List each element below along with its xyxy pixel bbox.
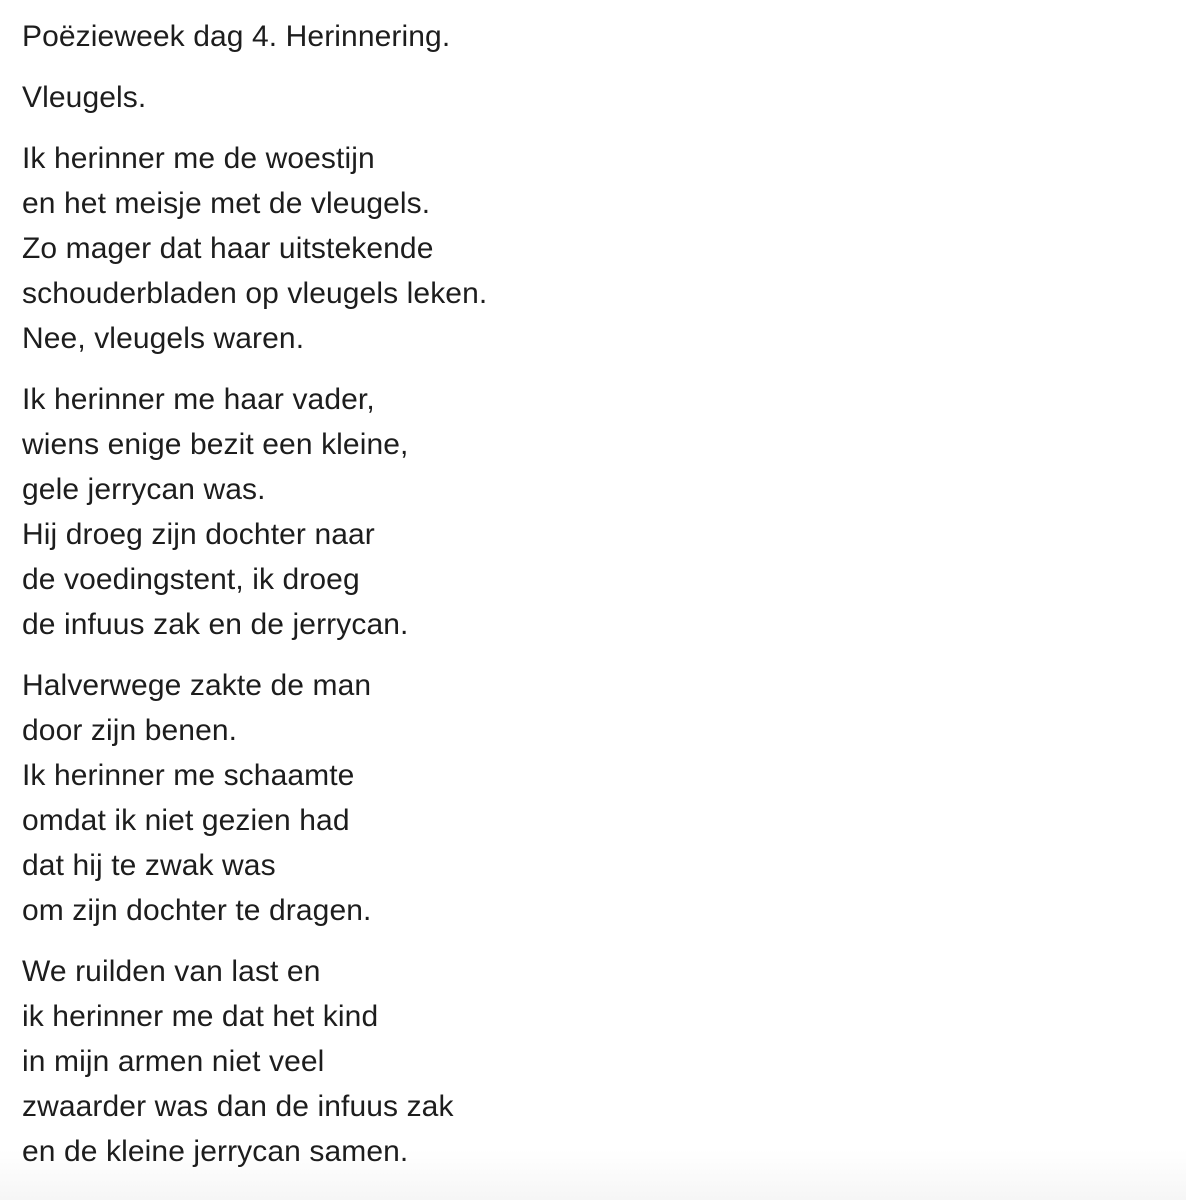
poem-line: Ik herinner me schaamte — [22, 759, 355, 792]
poem-line: Hij droeg zijn dochter naar — [22, 518, 375, 551]
poem-line: Zo mager dat haar uitstekende — [22, 232, 434, 265]
poem-title-text: Vleugels. — [22, 81, 147, 114]
post-title — [22, 14, 1162, 59]
poem-line: om zijn dochter te dragen. — [22, 894, 372, 927]
post-title-text: Poëzieweek dag 4. Herinnering. — [22, 20, 451, 53]
poem-line: omdat ik niet gezien had — [22, 804, 350, 837]
poem-line: de infuus zak en de jerrycan. — [22, 608, 409, 641]
poem-line: en het meisje met de vleugels. — [22, 187, 431, 220]
poem-line: zwaarder was dan de infuus zak — [22, 1090, 454, 1123]
post-body — [22, 14, 1162, 1190]
poem-line: in mijn armen niet veel — [22, 1045, 325, 1078]
stanza-3 — [22, 663, 1162, 933]
poem-line: dat hij te zwak was — [22, 849, 276, 882]
poem-title — [22, 75, 1162, 120]
poem-line: door zijn benen. — [22, 714, 238, 747]
poem-line: en de kleine jerrycan samen. — [22, 1135, 409, 1168]
poem-line: schouderbladen op vleugels leken. — [22, 277, 488, 310]
poem-line: ik herinner me dat het kind — [22, 1000, 379, 1033]
poem-line: Ik herinner me de woestijn — [22, 142, 375, 175]
poem-line: Ik herinner me haar vader, — [22, 383, 375, 416]
poem-line: wiens enige bezit een kleine, — [22, 428, 409, 461]
stanza-1 — [22, 136, 1162, 361]
poem-line: We ruilden van last en — [22, 955, 321, 988]
poem-line: gele jerrycan was. — [22, 473, 266, 506]
poem-line: Halverwege zakte de man — [22, 669, 372, 702]
poem-line: de voedingstent, ik droeg — [22, 563, 360, 596]
stanza-4 — [22, 949, 1162, 1174]
stanza-2 — [22, 377, 1162, 647]
poem-line: Nee, vleugels waren. — [22, 322, 305, 355]
